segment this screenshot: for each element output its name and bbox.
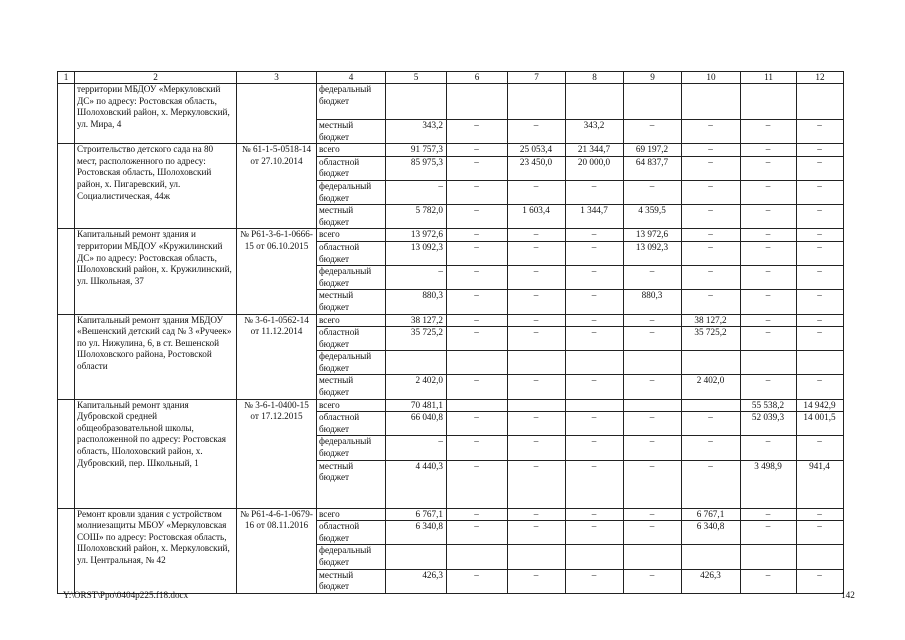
amount-cell: – bbox=[566, 314, 624, 327]
amount-cell: – bbox=[797, 436, 844, 460]
amount-cell: 13 972,6 bbox=[386, 229, 447, 242]
amount-cell: 91 757,3 bbox=[386, 144, 447, 157]
amount-cell: 13 092,3 bbox=[386, 241, 447, 265]
budget-table bbox=[57, 71, 844, 594]
object-name-cell: Капитальный ремонт здания и территории МБДОУ «Кружилинский ДС» по адресу: Ростовская область, Шолоховский район, х. Кружилинский, ул. Школьная, 37 bbox=[75, 229, 237, 314]
amount-cell: – bbox=[386, 436, 447, 460]
column-header: 7 bbox=[508, 72, 566, 84]
amount-cell: – bbox=[741, 241, 797, 265]
funding-source-cell: всего bbox=[317, 399, 386, 412]
amount-cell: 13 972,6 bbox=[624, 229, 682, 242]
amount-cell: 23 450,0 bbox=[508, 156, 566, 180]
amount-cell: – bbox=[682, 460, 741, 508]
expertise-doc-cell: № 3-6-1-0400-15 от 17.12.2015 bbox=[237, 399, 317, 508]
funding-source-cell: областной бюджет bbox=[317, 521, 386, 545]
amount-cell: 343,2 bbox=[566, 120, 624, 144]
amount-cell: – bbox=[566, 508, 624, 521]
object-name-cell: Капитальный ремонт здания МБДОУ «Вешенский детский сад № 3 «Ручеек» по ул. Нижулина, 6, в ст. Вешенской Шолоховского района, Ростовской области bbox=[75, 314, 237, 399]
amount-cell bbox=[566, 399, 624, 412]
funding-source-cell: местный бюджет bbox=[317, 120, 386, 144]
amount-cell bbox=[797, 545, 844, 569]
amount-cell bbox=[386, 351, 447, 375]
amount-cell: – bbox=[508, 460, 566, 508]
amount-cell: – bbox=[624, 314, 682, 327]
amount-cell: – bbox=[741, 375, 797, 399]
amount-cell: – bbox=[447, 314, 508, 327]
amount-cell bbox=[508, 545, 566, 569]
amount-cell bbox=[566, 351, 624, 375]
column-header: 3 bbox=[237, 72, 317, 84]
funding-source-cell: местный бюджет bbox=[317, 460, 386, 508]
amount-cell: 426,3 bbox=[386, 569, 447, 593]
amount-cell: 4 440,3 bbox=[386, 460, 447, 508]
amount-cell: – bbox=[797, 375, 844, 399]
amount-cell: – bbox=[682, 241, 741, 265]
amount-cell: 426,3 bbox=[682, 569, 741, 593]
amount-cell bbox=[682, 351, 741, 375]
amount-cell: – bbox=[566, 229, 624, 242]
amount-cell: – bbox=[682, 266, 741, 290]
amount-cell: – bbox=[508, 229, 566, 242]
funding-source-cell: всего bbox=[317, 229, 386, 242]
funding-source-cell: областной бюджет bbox=[317, 241, 386, 265]
amount-cell: – bbox=[508, 375, 566, 399]
row-number-cell bbox=[58, 399, 75, 508]
column-header: 9 bbox=[624, 72, 682, 84]
amount-cell: – bbox=[624, 266, 682, 290]
amount-cell: – bbox=[797, 241, 844, 265]
amount-cell: – bbox=[797, 327, 844, 351]
amount-cell: – bbox=[624, 508, 682, 521]
object-name-cell: Ремонт кровли здания с устройством молниезащиты МБОУ «Меркуловская СОШ» по адресу: Ростовская область, Шолоховский район, х. Меркуловский, ул. Центральная, № 42 bbox=[75, 508, 237, 593]
amount-cell: – bbox=[741, 144, 797, 157]
amount-cell: – bbox=[741, 180, 797, 204]
page-number: 142 bbox=[841, 590, 855, 600]
funding-source-cell: всего bbox=[317, 144, 386, 157]
amount-cell: – bbox=[508, 569, 566, 593]
amount-cell: – bbox=[508, 266, 566, 290]
amount-cell bbox=[566, 84, 624, 120]
funding-source-cell: всего bbox=[317, 314, 386, 327]
object-name-cell: Строительство детского сада на 80 мест, расположенного по адресу: Ростовская область, Шолоховский район, х. Пигаревский, ул. Социалистическая, 44ж bbox=[75, 144, 237, 229]
amount-cell: 1 344,7 bbox=[566, 205, 624, 229]
amount-cell: – bbox=[624, 375, 682, 399]
amount-cell: – bbox=[797, 229, 844, 242]
footer-file-path: Y:\ORST\Ppo\0404p225.f18.docx bbox=[63, 590, 189, 600]
funding-source-cell: федеральный бюджет bbox=[317, 266, 386, 290]
table-row bbox=[58, 508, 844, 521]
amount-cell: – bbox=[741, 266, 797, 290]
amount-cell: – bbox=[624, 569, 682, 593]
amount-cell: – bbox=[682, 180, 741, 204]
column-header: 4 bbox=[317, 72, 386, 84]
amount-cell: – bbox=[797, 144, 844, 157]
amount-cell: – bbox=[447, 120, 508, 144]
column-header: 11 bbox=[741, 72, 797, 84]
row-number-cell bbox=[58, 314, 75, 399]
amount-cell: – bbox=[566, 266, 624, 290]
amount-cell: – bbox=[566, 436, 624, 460]
amount-cell bbox=[508, 351, 566, 375]
amount-cell: – bbox=[741, 156, 797, 180]
funding-source-cell: местный бюджет bbox=[317, 205, 386, 229]
table-row bbox=[58, 399, 844, 412]
amount-cell bbox=[741, 545, 797, 569]
column-header: 10 bbox=[682, 72, 741, 84]
amount-cell: – bbox=[682, 205, 741, 229]
amount-cell: – bbox=[797, 205, 844, 229]
amount-cell bbox=[447, 351, 508, 375]
amount-cell: – bbox=[447, 436, 508, 460]
amount-cell: – bbox=[624, 436, 682, 460]
table-row bbox=[58, 314, 844, 327]
amount-cell bbox=[682, 84, 741, 120]
funding-source-cell: федеральный бюджет bbox=[317, 545, 386, 569]
amount-cell bbox=[797, 351, 844, 375]
column-header: 12 bbox=[797, 72, 844, 84]
amount-cell: – bbox=[741, 508, 797, 521]
amount-cell bbox=[447, 399, 508, 412]
expertise-doc-cell: № 3-6-1-0562-14 от 11.12.2014 bbox=[237, 314, 317, 399]
amount-cell: – bbox=[508, 436, 566, 460]
amount-cell bbox=[624, 84, 682, 120]
row-number-cell bbox=[58, 144, 75, 229]
amount-cell: – bbox=[624, 521, 682, 545]
amount-cell: 66 040,8 bbox=[386, 412, 447, 436]
amount-cell: – bbox=[741, 314, 797, 327]
amount-cell: – bbox=[797, 290, 844, 314]
amount-cell: 941,4 bbox=[797, 460, 844, 508]
amount-cell bbox=[386, 545, 447, 569]
amount-cell: – bbox=[447, 290, 508, 314]
amount-cell: – bbox=[797, 314, 844, 327]
amount-cell: – bbox=[386, 180, 447, 204]
amount-cell bbox=[566, 545, 624, 569]
amount-cell: 38 127,2 bbox=[682, 314, 741, 327]
amount-cell: 38 127,2 bbox=[386, 314, 447, 327]
amount-cell: 6 340,8 bbox=[682, 521, 741, 545]
amount-cell: – bbox=[797, 521, 844, 545]
amount-cell: – bbox=[447, 266, 508, 290]
amount-cell: – bbox=[624, 412, 682, 436]
amount-cell: – bbox=[682, 156, 741, 180]
amount-cell: – bbox=[508, 120, 566, 144]
amount-cell: – bbox=[741, 205, 797, 229]
amount-cell bbox=[624, 545, 682, 569]
amount-cell: 6 767,1 bbox=[682, 508, 741, 521]
funding-source-cell: областной бюджет bbox=[317, 327, 386, 351]
amount-cell: – bbox=[508, 521, 566, 545]
amount-cell: 343,2 bbox=[386, 120, 447, 144]
amount-cell: 5 782,0 bbox=[386, 205, 447, 229]
amount-cell bbox=[508, 399, 566, 412]
amount-cell: 14 942,9 bbox=[797, 399, 844, 412]
amount-cell: – bbox=[741, 120, 797, 144]
amount-cell: – bbox=[682, 290, 741, 314]
row-number-cell bbox=[58, 229, 75, 314]
amount-cell: – bbox=[566, 290, 624, 314]
amount-cell: – bbox=[508, 180, 566, 204]
amount-cell: – bbox=[508, 290, 566, 314]
row-number-cell bbox=[58, 84, 75, 144]
amount-cell: – bbox=[797, 180, 844, 204]
amount-cell bbox=[682, 399, 741, 412]
amount-cell: 70 481,1 bbox=[386, 399, 447, 412]
amount-cell: – bbox=[566, 327, 624, 351]
amount-cell: – bbox=[624, 327, 682, 351]
amount-cell bbox=[447, 84, 508, 120]
amount-cell: – bbox=[566, 412, 624, 436]
funding-source-cell: федеральный бюджет bbox=[317, 84, 386, 120]
amount-cell: – bbox=[386, 266, 447, 290]
amount-cell: – bbox=[508, 241, 566, 265]
amount-cell: – bbox=[447, 156, 508, 180]
amount-cell: – bbox=[566, 460, 624, 508]
amount-cell: – bbox=[566, 375, 624, 399]
amount-cell: – bbox=[447, 144, 508, 157]
amount-cell: 880,3 bbox=[624, 290, 682, 314]
column-header: 8 bbox=[566, 72, 624, 84]
amount-cell: – bbox=[682, 436, 741, 460]
amount-cell: – bbox=[447, 375, 508, 399]
amount-cell: – bbox=[682, 144, 741, 157]
amount-cell: 880,3 bbox=[386, 290, 447, 314]
amount-cell bbox=[624, 351, 682, 375]
amount-cell: – bbox=[447, 205, 508, 229]
funding-source-cell: всего bbox=[317, 508, 386, 521]
amount-cell: – bbox=[741, 229, 797, 242]
amount-cell: – bbox=[447, 180, 508, 204]
amount-cell: – bbox=[508, 508, 566, 521]
amount-cell: 64 837,7 bbox=[624, 156, 682, 180]
amount-cell: 35 725,2 bbox=[386, 327, 447, 351]
amount-cell: – bbox=[508, 412, 566, 436]
amount-cell: 35 725,2 bbox=[682, 327, 741, 351]
amount-cell: – bbox=[741, 327, 797, 351]
amount-cell: 25 053,4 bbox=[508, 144, 566, 157]
amount-cell: – bbox=[566, 569, 624, 593]
funding-source-cell: местный бюджет bbox=[317, 375, 386, 399]
amount-cell: 20 000,0 bbox=[566, 156, 624, 180]
amount-cell: – bbox=[447, 412, 508, 436]
amount-cell: 55 538,2 bbox=[741, 399, 797, 412]
funding-source-cell: местный бюджет bbox=[317, 569, 386, 593]
amount-cell: – bbox=[447, 521, 508, 545]
amount-cell: 6 767,1 bbox=[386, 508, 447, 521]
amount-cell: – bbox=[797, 266, 844, 290]
amount-cell: 6 340,8 bbox=[386, 521, 447, 545]
amount-cell: – bbox=[447, 460, 508, 508]
amount-cell: – bbox=[447, 569, 508, 593]
object-name-cell: Капитальный ремонт здания Дубровской средней общеобразовательной школы, расположенной по адресу: Ростовская область, Шолоховский район, х. Дубровский, пер. Школьный, 1 bbox=[75, 399, 237, 508]
amount-cell: – bbox=[447, 327, 508, 351]
amount-cell bbox=[741, 84, 797, 120]
object-name-cell: территории МБДОУ «Меркуловский ДС» по адресу: Ростовская область, Шолоховский район, х. Меркуловский, ул. Мира, 4 bbox=[75, 84, 237, 144]
amount-cell: – bbox=[624, 460, 682, 508]
amount-cell: – bbox=[447, 241, 508, 265]
amount-cell: – bbox=[508, 327, 566, 351]
funding-source-cell: федеральный бюджет bbox=[317, 180, 386, 204]
amount-cell: – bbox=[566, 521, 624, 545]
funding-source-cell: федеральный бюджет bbox=[317, 351, 386, 375]
header-row bbox=[58, 72, 844, 84]
expertise-doc-cell: № Р61-3-6-1-0666-15 от 06.10.2015 bbox=[237, 229, 317, 314]
expertise-doc-cell: № 61-1-5-0518-14 от 27.10.2014 bbox=[237, 144, 317, 229]
amount-cell: – bbox=[797, 569, 844, 593]
funding-source-cell: местный бюджет bbox=[317, 290, 386, 314]
amount-cell bbox=[741, 351, 797, 375]
amount-cell: – bbox=[682, 229, 741, 242]
amount-cell: – bbox=[566, 241, 624, 265]
amount-cell: 52 039,3 bbox=[741, 412, 797, 436]
column-header: 1 bbox=[58, 72, 75, 84]
table-row bbox=[58, 144, 844, 157]
amount-cell: 3 498,9 bbox=[741, 460, 797, 508]
amount-cell bbox=[508, 84, 566, 120]
amount-cell: 69 197,2 bbox=[624, 144, 682, 157]
table-row bbox=[58, 84, 844, 120]
amount-cell: – bbox=[741, 436, 797, 460]
amount-cell: – bbox=[797, 156, 844, 180]
amount-cell: 85 975,3 bbox=[386, 156, 447, 180]
column-header: 5 bbox=[386, 72, 447, 84]
amount-cell bbox=[682, 545, 741, 569]
funding-source-cell: областной бюджет bbox=[317, 412, 386, 436]
expertise-doc-cell bbox=[237, 84, 317, 144]
amount-cell bbox=[447, 545, 508, 569]
amount-cell: – bbox=[447, 229, 508, 242]
amount-cell: – bbox=[797, 508, 844, 521]
amount-cell: – bbox=[624, 180, 682, 204]
amount-cell: 2 402,0 bbox=[386, 375, 447, 399]
amount-cell: – bbox=[797, 120, 844, 144]
amount-cell: – bbox=[741, 569, 797, 593]
amount-cell: 4 359,5 bbox=[624, 205, 682, 229]
amount-cell: – bbox=[624, 120, 682, 144]
row-number-cell bbox=[58, 508, 75, 593]
amount-cell bbox=[797, 84, 844, 120]
column-header: 6 bbox=[447, 72, 508, 84]
expertise-doc-cell: № Р61-4-6-1-0679-16 от 08.11.2016 bbox=[237, 508, 317, 593]
amount-cell bbox=[624, 399, 682, 412]
table-row bbox=[58, 229, 844, 242]
amount-cell: – bbox=[566, 180, 624, 204]
amount-cell: – bbox=[508, 314, 566, 327]
amount-cell: 21 344,7 bbox=[566, 144, 624, 157]
amount-cell: – bbox=[741, 521, 797, 545]
amount-cell: 14 001,5 bbox=[797, 412, 844, 436]
amount-cell: – bbox=[682, 120, 741, 144]
amount-cell bbox=[386, 84, 447, 120]
amount-cell: 13 092,3 bbox=[624, 241, 682, 265]
amount-cell: 1 603,4 bbox=[508, 205, 566, 229]
amount-cell: 2 402,0 bbox=[682, 375, 741, 399]
amount-cell: – bbox=[447, 508, 508, 521]
funding-source-cell: федеральный бюджет bbox=[317, 436, 386, 460]
amount-cell: – bbox=[741, 290, 797, 314]
funding-source-cell: областной бюджет bbox=[317, 156, 386, 180]
column-header: 2 bbox=[75, 72, 237, 84]
amount-cell: – bbox=[682, 412, 741, 436]
